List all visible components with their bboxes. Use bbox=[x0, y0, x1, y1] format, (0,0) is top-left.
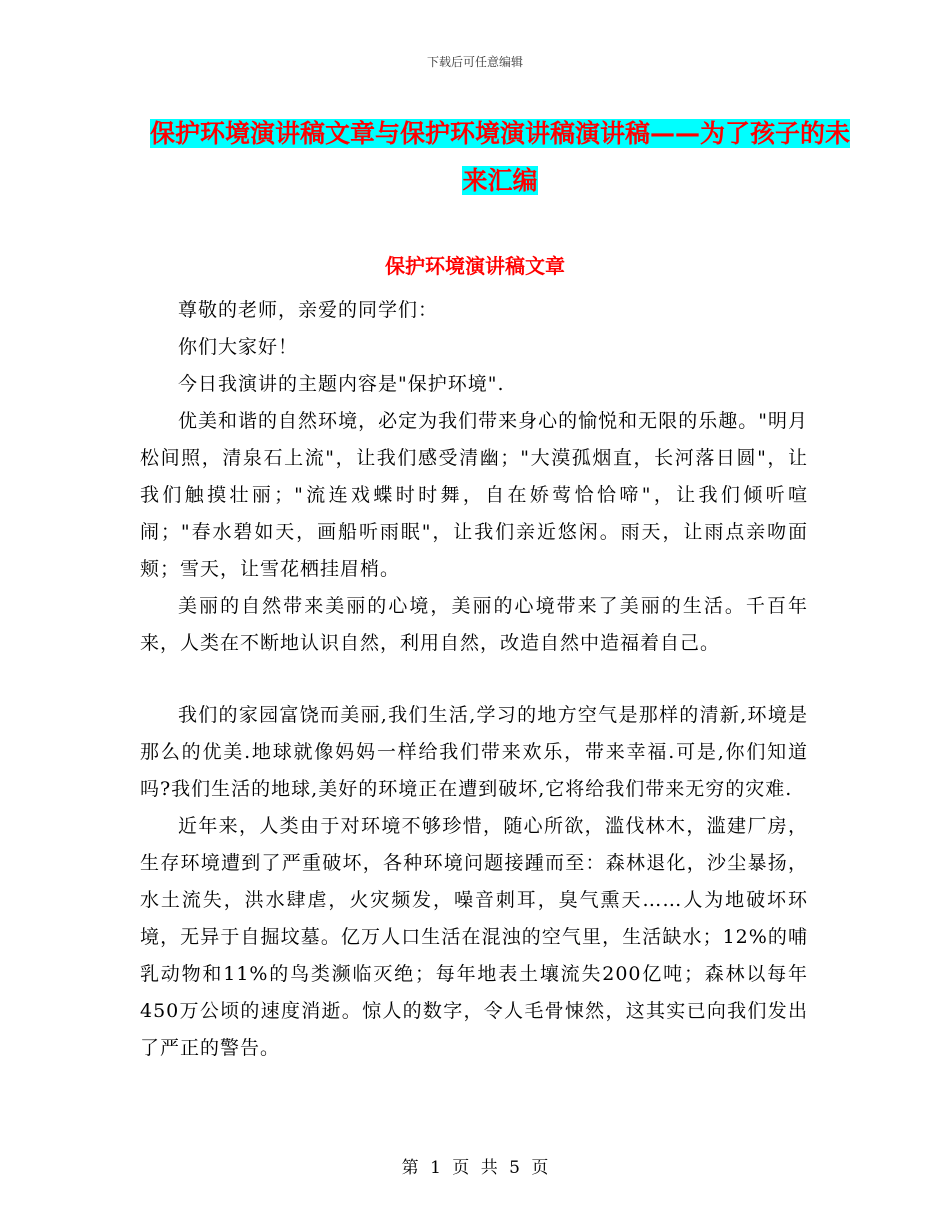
paragraph-salutation: 尊敬的老师，亲爱的同学们： bbox=[178, 299, 439, 321]
document-body bbox=[140, 292, 808, 1067]
paragraph-home: 我们的家园富饶而美丽,我们生活,学习的地方空气是那样的清新,环境是那么的优美.地球就像妈妈一样给我们带来欢乐，带来幸福.可是,你们知道吗?我们生活的地球,美好的环境正在遭到破坏,它将给我们带来无穷的灾难. bbox=[140, 704, 808, 800]
document-title bbox=[140, 110, 860, 204]
document-title-text: 保护环境演讲稿文章与保护环境演讲稿演讲稿——为了孩子的未来汇编 bbox=[149, 119, 850, 195]
paragraph-nature: 优美和谐的自然环境，必定为我们带来身心的愉悦和无限的乐趣。"明月松间照，清泉石上流"，让我们感受清幽；"大漠孤烟直，长河落日圆"，让我们触摸壮丽；"流连戏蝶时时舞，自在娇莺恰恰啼"，让我们倾听喧闹；"春水碧如天，画船听雨眠"，让我们亲近悠闲。雨天，让雨点亲吻面颊；雪天，让雪花栖挂眉梢。 bbox=[140, 410, 808, 580]
paragraph-damage: 近年来，人类由于对环境不够珍惜，随心所欲，滥伐林木，滥建厂房，生存环境遭到了严重破坏，各种环境问题接踵而至：森林退化，沙尘暴扬，水土流失，洪水肆虐，火灾频发，噪音刺耳，臭气熏天……人为地破坏环境，无异于自掘坟墓。亿万人口生活在混浊的空气里，生活缺水；12%的哺乳动物和11%的鸟类濒临灭绝；每年地表土壤流失200亿吨；森林以每年450万公顷的速度消逝。惊人的数字，令人毛骨悚然，这其实已向我们发出了严正的警告。 bbox=[140, 815, 808, 1059]
page-footer: 第 1 页 共 5 页 bbox=[401, 1158, 549, 1178]
paragraph-mood: 美丽的自然带来美丽的心境，美丽的心境带来了美丽的生活。千百年来，人类在不断地认识自然，利用自然，改造自然中造福着自己。 bbox=[140, 595, 808, 654]
paragraph-topic: 今日我演讲的主题内容是"保护环境". bbox=[178, 373, 505, 395]
section-subtitle: 保护环境演讲稿文章 bbox=[385, 254, 565, 278]
paragraph-greeting: 你们大家好！ bbox=[178, 336, 299, 358]
header-note: 下载后可任意编辑 bbox=[426, 55, 523, 69]
